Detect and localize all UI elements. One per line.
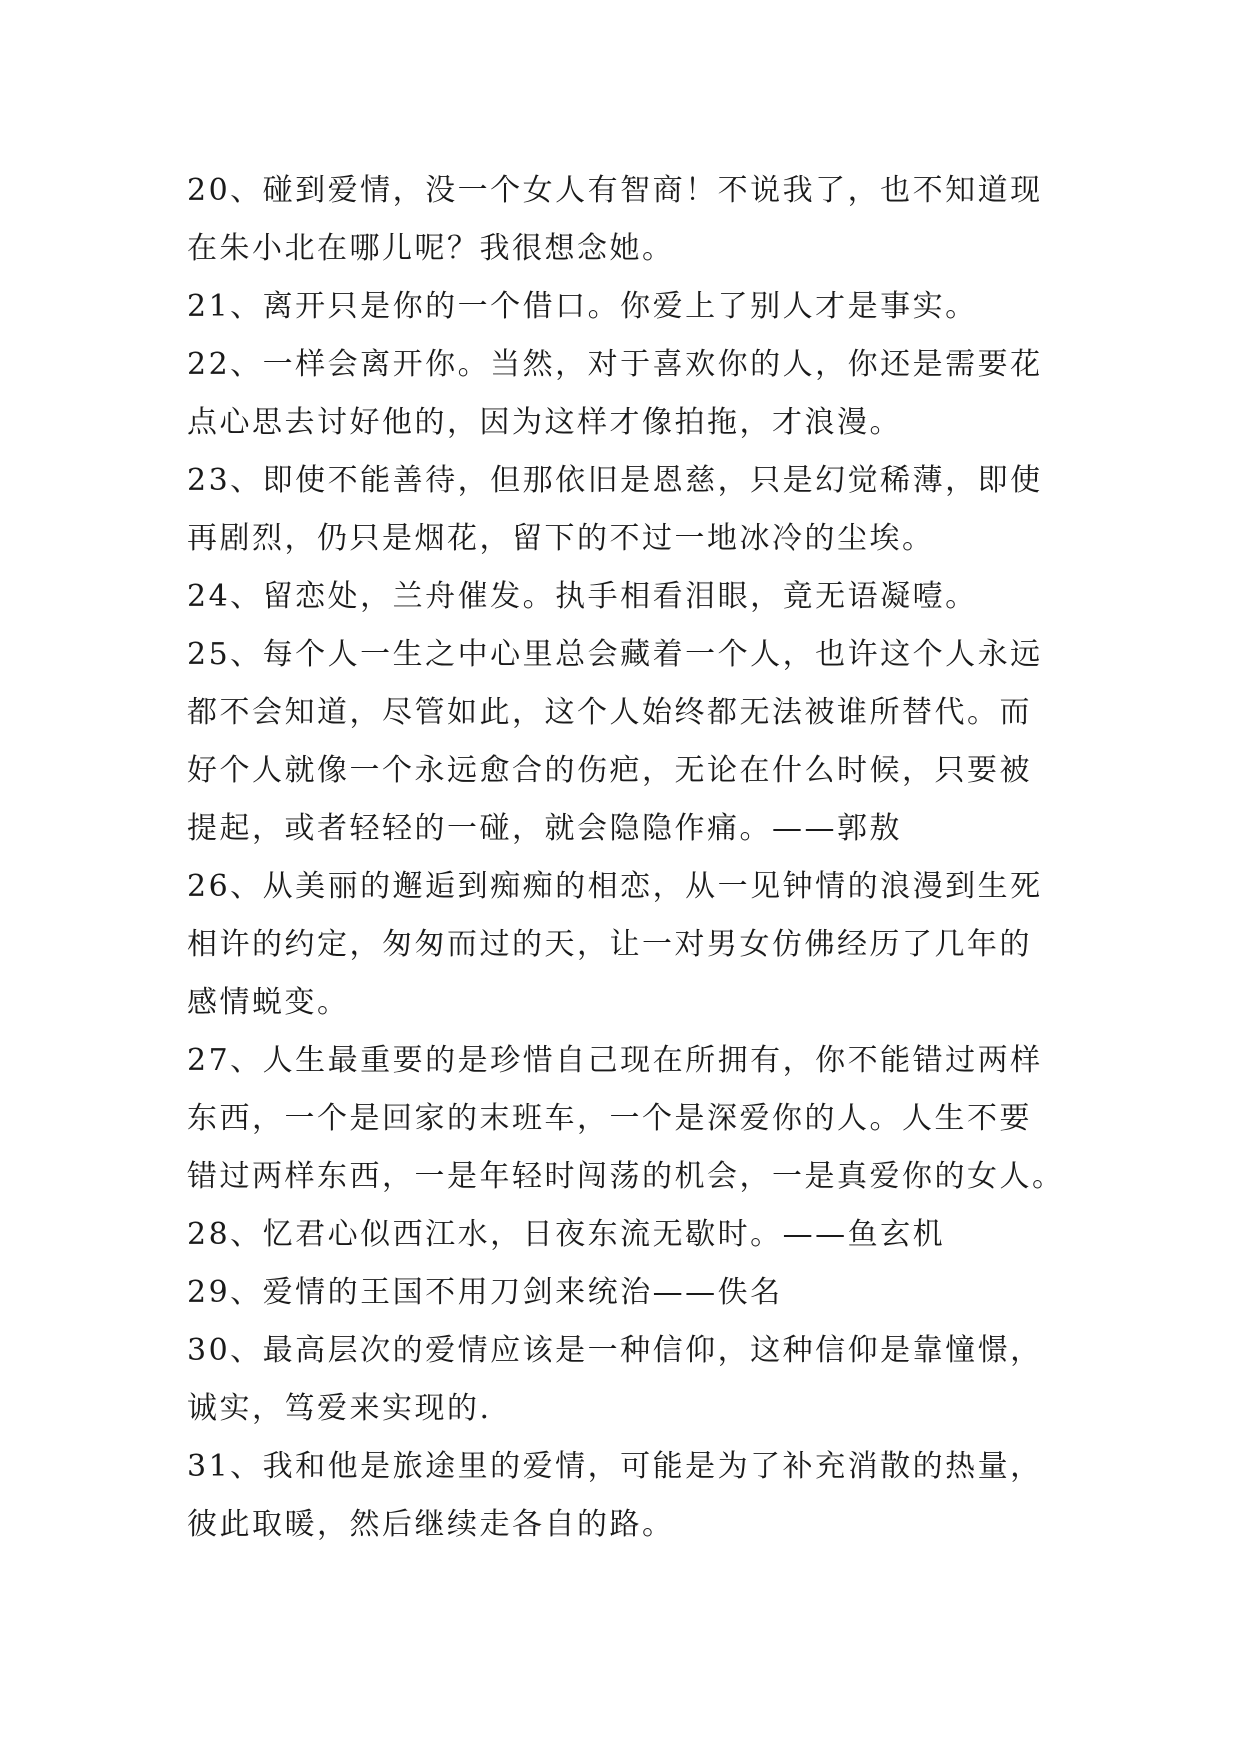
text-line: 东西，一个是回家的末班车，一个是深爱你的人。人生不要	[187, 1101, 1032, 1136]
text-line: 25、每个人一生之中心里总会藏着一个人，也许这个人永远	[187, 637, 1043, 672]
paragraph-20	[187, 162, 1067, 278]
paragraph-31	[187, 1438, 1067, 1554]
paragraph-24	[187, 568, 1067, 626]
text-line: 好个人就像一个永远愈合的伤疤，无论在什么时候，只要被	[187, 753, 1032, 788]
text-line: 错过两样东西，一是年轻时闯荡的机会，一是真爱你的女人。	[187, 1159, 1065, 1194]
text-line: 诚实，笃爱来实现的.	[187, 1391, 492, 1426]
paragraph-21	[187, 278, 1067, 336]
document-body	[187, 162, 1067, 1554]
paragraph-26	[187, 858, 1067, 1032]
paragraph-30	[187, 1322, 1067, 1438]
paragraph-25	[187, 626, 1067, 858]
text-line: 21、离开只是你的一个借口。你爱上了别人才是事实。	[187, 289, 978, 324]
text-line: 都不会知道，尽管如此，这个人始终都无法被谁所替代。而	[187, 695, 1032, 730]
text-line: 24、留恋处，兰舟催发。执手相看泪眼，竟无语凝噎。	[187, 579, 978, 614]
paragraph-29	[187, 1264, 1067, 1322]
text-line: 28、忆君心似西江水，日夜东流无歇时。——鱼玄机	[187, 1217, 946, 1252]
text-line: 30、最高层次的爱情应该是一种信仰，这种信仰是靠憧憬，	[187, 1333, 1043, 1368]
text-line: 再剧烈，仍只是烟花，留下的不过一地冰冷的尘埃。	[187, 521, 935, 556]
text-line: 感情蜕变。	[187, 985, 350, 1020]
text-line: 26、从美丽的邂逅到痴痴的相恋，从一见钟情的浪漫到生死	[187, 869, 1043, 904]
text-line: 23、即使不能善待，但那依旧是恩慈，只是幻觉稀薄，即使	[187, 463, 1043, 498]
text-line: 22、一样会离开你。当然，对于喜欢你的人，你还是需要花	[187, 347, 1043, 382]
text-line: 相许的约定，匆匆而过的天，让一对男女仿佛经历了几年的	[187, 927, 1032, 962]
text-line: 彼此取暖，然后继续走各自的路。	[187, 1507, 675, 1542]
text-line: 提起，或者轻轻的一碰，就会隐隐作痛。——郭敖	[187, 811, 902, 846]
paragraph-22	[187, 336, 1067, 452]
text-line: 31、我和他是旅途里的爱情，可能是为了补充消散的热量，	[187, 1449, 1043, 1484]
text-line: 20、碰到爱情，没一个女人有智商！不说我了，也不知道现	[187, 173, 1043, 208]
text-line: 点心思去讨好他的，因为这样才像拍拖，才浪漫。	[187, 405, 902, 440]
paragraph-23	[187, 452, 1067, 568]
text-line: 在朱小北在哪儿呢？我很想念她。	[187, 231, 675, 266]
paragraph-27	[187, 1032, 1067, 1206]
text-line: 27、人生最重要的是珍惜自己现在所拥有，你不能错过两样	[187, 1043, 1043, 1078]
paragraph-28	[187, 1206, 1067, 1264]
text-line: 29、爱情的王国不用刀剑来统治——佚名	[187, 1275, 783, 1310]
